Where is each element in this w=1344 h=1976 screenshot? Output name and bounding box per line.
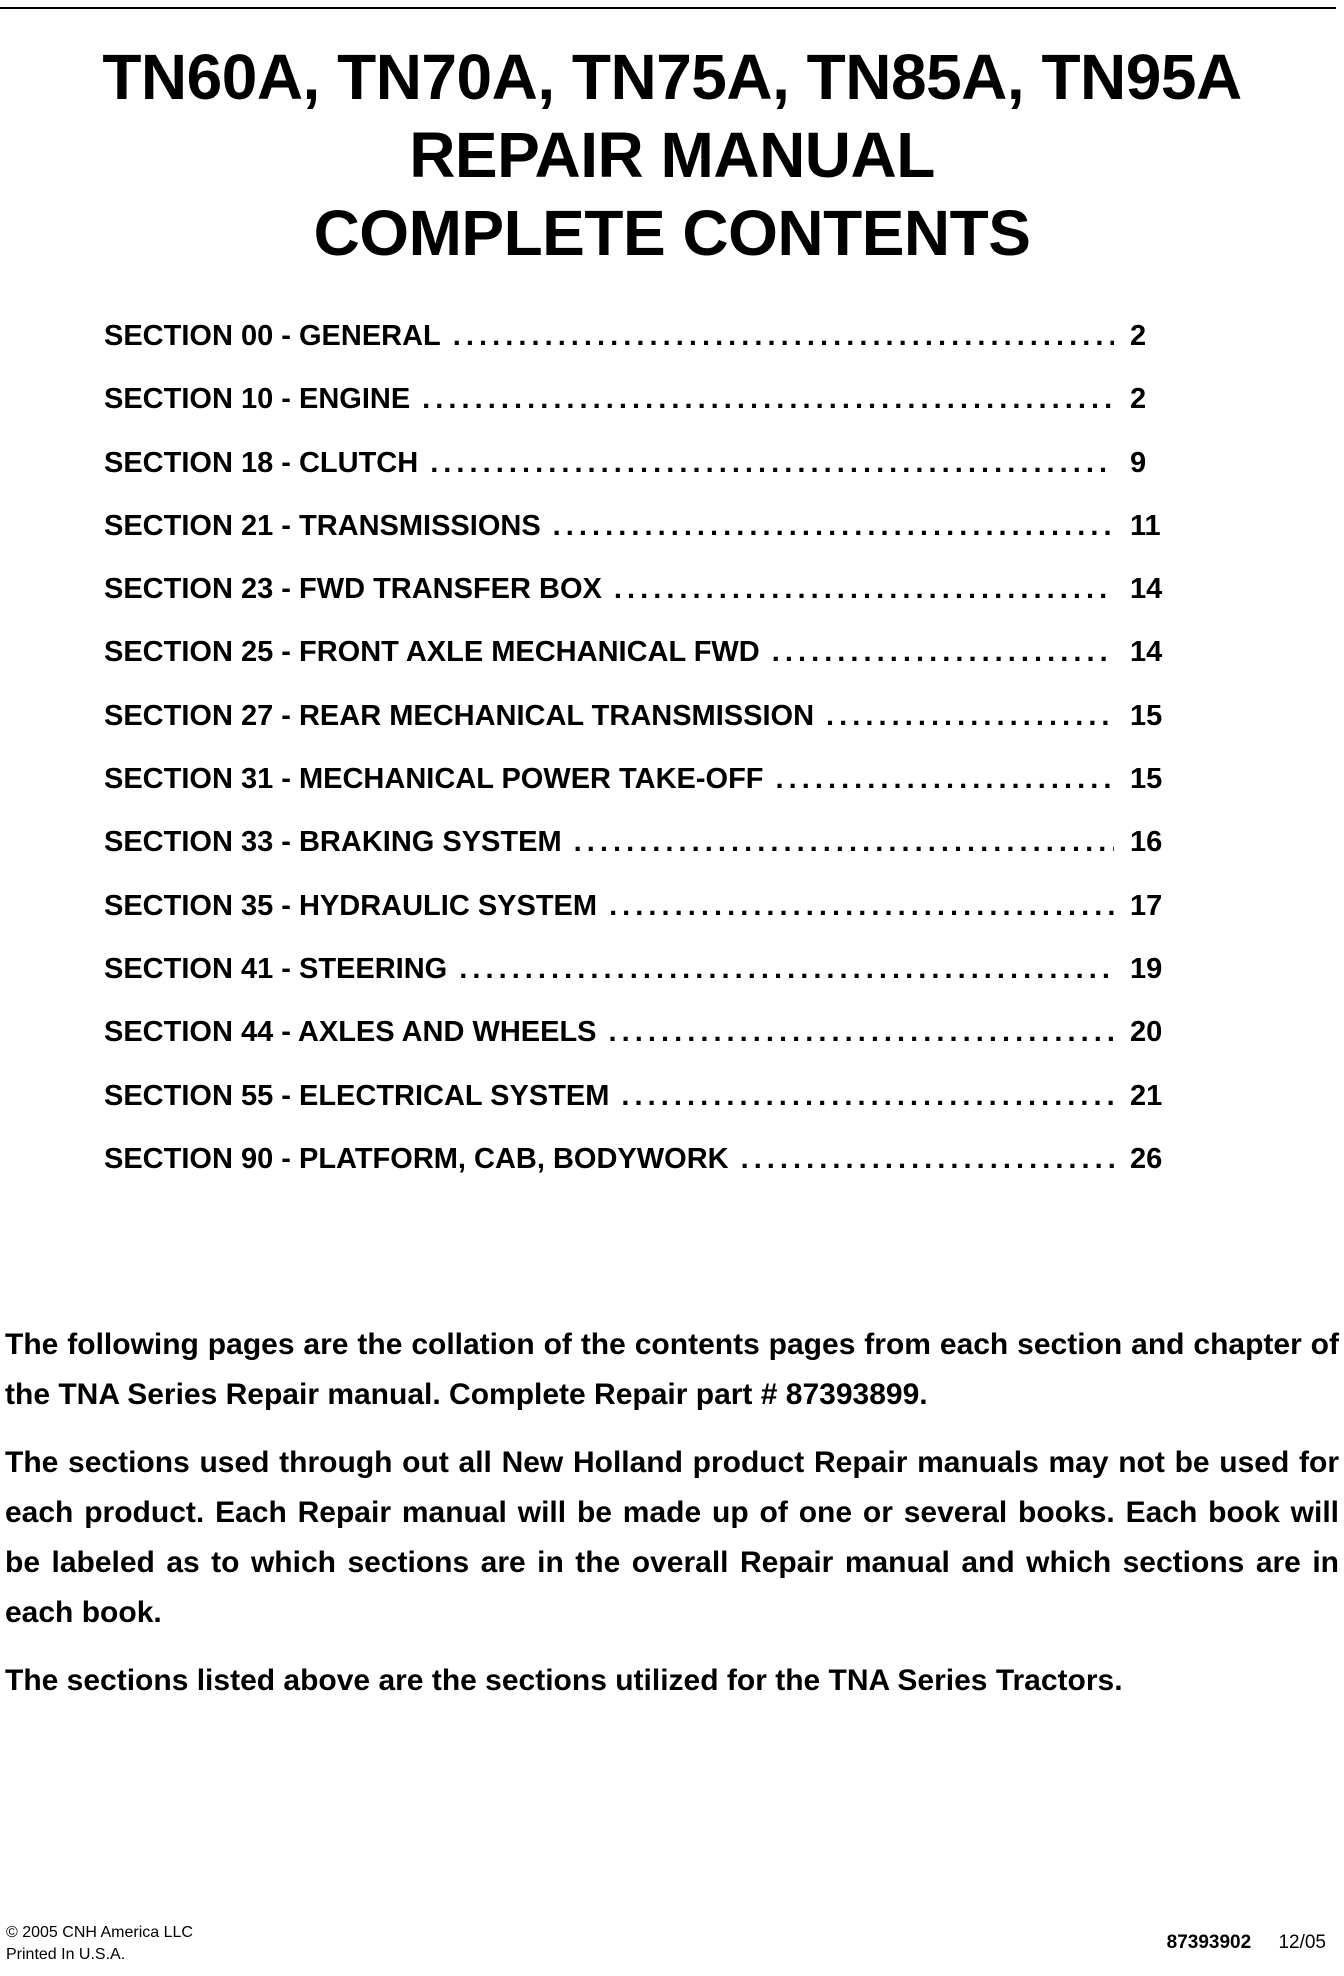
toc-page-number: 2: [1130, 320, 1147, 352]
toc-page-number: 11: [1130, 509, 1161, 542]
toc-label: SECTION 35 - HYDRAULIC SYSTEM: [104, 889, 598, 922]
toc-row: [104, 636, 1200, 699]
note-paragraph-3: The sections listed above are the sections utilized for the TNA Series Tractors.: [5, 1664, 1123, 1697]
footer-left: [6, 1922, 193, 1966]
toc-row: [104, 383, 1200, 446]
toc-page-number: 14: [1130, 573, 1163, 606]
toc-row: [104, 573, 1200, 636]
title-models: TN60A, TN70A, TN75A, TN85A, TN95A: [102, 41, 1242, 113]
toc-row: [104, 700, 1200, 763]
toc-label: SECTION 23 - FWD TRANSFER BOX: [104, 573, 602, 606]
toc-label: SECTION 21 - TRANSMISSIONS: [104, 509, 541, 542]
toc-leader-dots: [609, 890, 1114, 923]
toc-leader-dots: [772, 636, 1114, 669]
toc-leader-dots: [574, 826, 1114, 859]
toc-row: [104, 447, 1200, 510]
toc-label: SECTION 31 - MECHANICAL POWER TAKE-OFF: [104, 763, 764, 796]
toc-label: SECTION 55 - ELECTRICAL SYSTEM: [104, 1079, 610, 1112]
note-paragraph-1: The following pages are the collation of the contents pages from each section and chapter of the TNA Series Repair manual. Complete Repair part # 87393899.: [5, 1328, 1339, 1411]
toc-leader-dots: [609, 1016, 1114, 1049]
toc-label: SECTION 10 - ENGINE: [104, 383, 411, 416]
note-paragraph-2: The sections used through out all New Holland product Repair manuals may not be used for each product. Each Repair manual will be made up of one or several books. Each book will be labeled as to which sections are in the overall Repair manual and which sections are in each book.: [5, 1446, 1339, 1629]
toc-row: [104, 510, 1200, 573]
toc-label: SECTION 25 - FRONT AXLE MECHANICAL FWD: [104, 636, 760, 669]
toc-page-number: 14: [1130, 636, 1163, 669]
toc-page-number: 16: [1130, 826, 1163, 859]
toc-leader-dots: [422, 383, 1114, 416]
toc-page-number: 17: [1130, 889, 1163, 922]
toc-page-number: 19: [1130, 952, 1163, 985]
part-number: 87393902: [1166, 1932, 1252, 1953]
toc-row: [104, 826, 1200, 889]
toc-leader-dots: [459, 953, 1114, 986]
toc-leader-dots: [741, 1143, 1114, 1176]
toc-row: [104, 1080, 1200, 1143]
toc-row: [104, 1143, 1200, 1206]
toc-label: SECTION 41 - STEERING: [104, 952, 448, 985]
toc-row: [104, 890, 1200, 953]
toc-label: SECTION 18 - CLUTCH: [104, 446, 419, 479]
toc-page-number: 21: [1130, 1079, 1163, 1112]
toc-page-number: 26: [1130, 1142, 1163, 1175]
toc-page-number: 20: [1130, 1016, 1163, 1049]
toc-row: [104, 320, 1200, 383]
toc-leader-dots: [553, 510, 1114, 543]
toc-leader-dots: [430, 447, 1114, 480]
toc-page-number: 9: [1130, 446, 1147, 479]
title-manual: REPAIR MANUAL: [409, 119, 935, 191]
toc-row: [104, 763, 1200, 826]
toc-label: SECTION 44 - AXLES AND WHEELS: [104, 1016, 597, 1049]
toc-leader-dots: [776, 763, 1115, 796]
toc-label: SECTION 27 - REAR MECHANICAL TRANSMISSION: [104, 699, 815, 732]
date: 12/05: [1278, 1932, 1326, 1953]
toc-leader-dots: [614, 573, 1114, 606]
title-contents: COMPLETE CONTENTS: [313, 197, 1031, 269]
toc-row: [104, 1016, 1200, 1079]
toc-leader-dots: [826, 700, 1114, 733]
toc-page-number: 15: [1130, 763, 1163, 796]
toc-page-number: 15: [1130, 699, 1163, 732]
page-title: [0, 38, 1344, 272]
table-of-contents: [104, 320, 1200, 1206]
footer-right: [1167, 1932, 1326, 1954]
printed-text: Printed In U.S.A.: [6, 1946, 126, 1963]
toc-page-number: 2: [1130, 383, 1147, 416]
toc-label: SECTION 90 - PLATFORM, CAB, BODYWORK: [104, 1142, 729, 1175]
copyright-text: © 2005 CNH America LLC: [6, 1924, 193, 1941]
toc-leader-dots: [453, 320, 1114, 353]
top-rule: [0, 7, 1336, 9]
toc-label: SECTION 33 - BRAKING SYSTEM: [104, 826, 562, 859]
toc-leader-dots: [621, 1080, 1114, 1113]
toc-row: [104, 953, 1200, 1016]
notes: [5, 1320, 1339, 1724]
toc-label: SECTION 00 - GENERAL: [104, 320, 441, 352]
